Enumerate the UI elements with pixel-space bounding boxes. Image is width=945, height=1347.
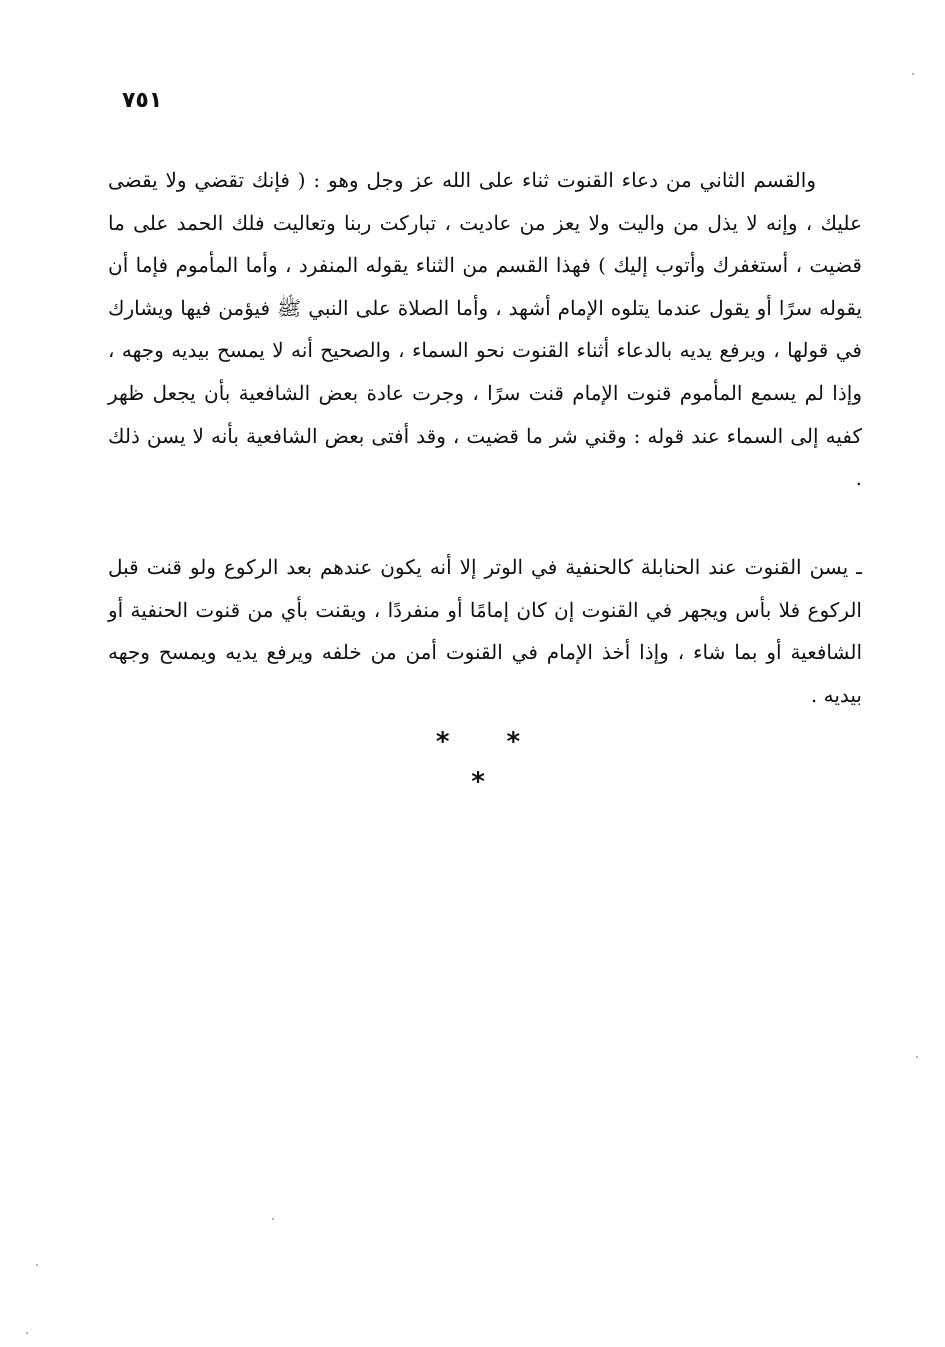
scan-speck: [36, 1264, 38, 1266]
scan-speck: [916, 1056, 918, 1058]
page-number: ٧٥١: [122, 88, 163, 113]
paragraph-qunut-praise: والقسم الثاني من دعاء القنوت ثناء على الله عز وجل وهو : ( فإنك تقضي ولا يقضى عليك ، وإنه لا يذل من واليت ولا يعز من عاديت ، تباركت ربنا وتعاليت فلك الحمد على ما قضيت ، أستغفرك وأتوب إليك ) فهذا القسم من الثناء يقوله المنفرد ، وأما المأموم فإما أن يقوله سرًا أو يقول عندما يتلوه الإمام أشهد ، وأما الصلاة على النبي ﷺ فيؤمن فيها ويشارك في قولها ، ويرفع يديه بالدعاء أثناء القنوت نحو السماء ، والصحيح أنه لا يمسح بيديه وجهه ، وإذا لم يسمع المأموم قنوت الإمام قنت سرًا ، وجرت عادة بعض الشافعية بأن يجعل ظهر كفيه إلى السماء عند قوله : وقني شر ما قضيت ، وقد أفتى بعض الشافعية بأنه لا يسن ذلك .: [108, 168, 862, 491]
scan-speck: [912, 73, 914, 75]
scan-speck: [272, 1218, 274, 1220]
section-separator: * * *: [435, 727, 545, 797]
scan-speck: [26, 1332, 28, 1334]
paragraph-hanbali-qunut: ـ يسن القنوت عند الحنابلة كالحنفية في الوتر إلا أنه يكون عندهم بعد الركوع ولو قنت قبل الركوع فلا بأس ويجهر في القنوت إن كان إمامًا أو منفردًا ، ويقنت بأي من قنوت الحنفية أو الشافعية أو بما شاء ، وإذا أخذ الإمام في القنوت أمن من خلفه ويرفع يديه ويمسح وجهه بيديه .: [108, 555, 862, 707]
